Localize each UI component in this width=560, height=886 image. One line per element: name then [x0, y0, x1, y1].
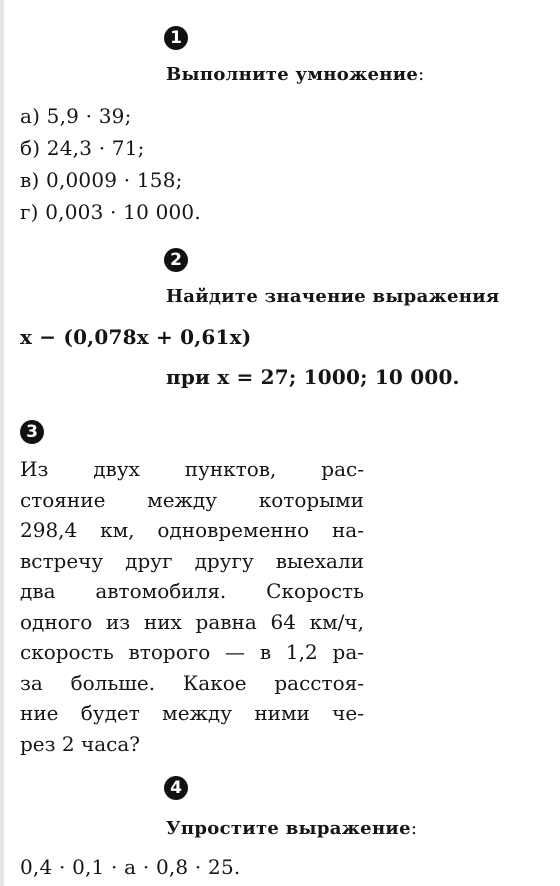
- task-3-number-badge: 3: [20, 420, 44, 444]
- task-3-line: одного из них равна 64 км/ч,: [20, 609, 364, 634]
- task-3-line: скорость второго — в 1,2 ра-: [20, 640, 364, 664]
- task-3-line: Из двух пунктов, рас-: [20, 457, 364, 481]
- task-3-line: 298,4 км, одновременно на-: [20, 518, 364, 542]
- task-1-item-d: г) 0,003 · 10 000.: [20, 200, 201, 224]
- task-1-number-badge: 1: [164, 26, 188, 50]
- task-2-condition: при x = 27; 1000; 10 000.: [166, 365, 460, 389]
- task-4-heading: Упростите выражение:: [166, 818, 418, 839]
- task-3-line: стояние между которыми: [20, 487, 364, 512]
- task-1-heading: Выполните умножение:: [166, 64, 425, 85]
- task-1-item-a: а) 5,9 · 39;: [20, 104, 132, 128]
- task-2-number-badge: 2: [164, 248, 188, 272]
- task-3-line: два автомобиля. Скорость: [20, 579, 364, 603]
- task-2-heading: Найдите значение выражения: [166, 286, 500, 307]
- task-4-expression: 0,4 · 0,1 · a · 0,8 · 25.: [20, 855, 241, 879]
- task-3-problem-text: [20, 454, 364, 759]
- task-4-number-badge: 4: [164, 776, 188, 800]
- task-2-expression-text: x − (0,078x + 0,61x): [20, 325, 252, 349]
- page-left-edge: [0, 0, 4, 886]
- task-1-item-c: в) 0,0009 · 158;: [20, 168, 183, 192]
- task-2-expression: [20, 325, 251, 349]
- task-3-line: ние будет между ними че-: [20, 701, 364, 725]
- task-3-line: встречу друг другу выехали: [20, 548, 364, 573]
- task-3-line: рез 2 часа?: [20, 731, 140, 756]
- task-3-line: за больше. Какое расстоя-: [20, 670, 364, 695]
- task-1-item-b: б) 24,3 · 71;: [20, 136, 145, 160]
